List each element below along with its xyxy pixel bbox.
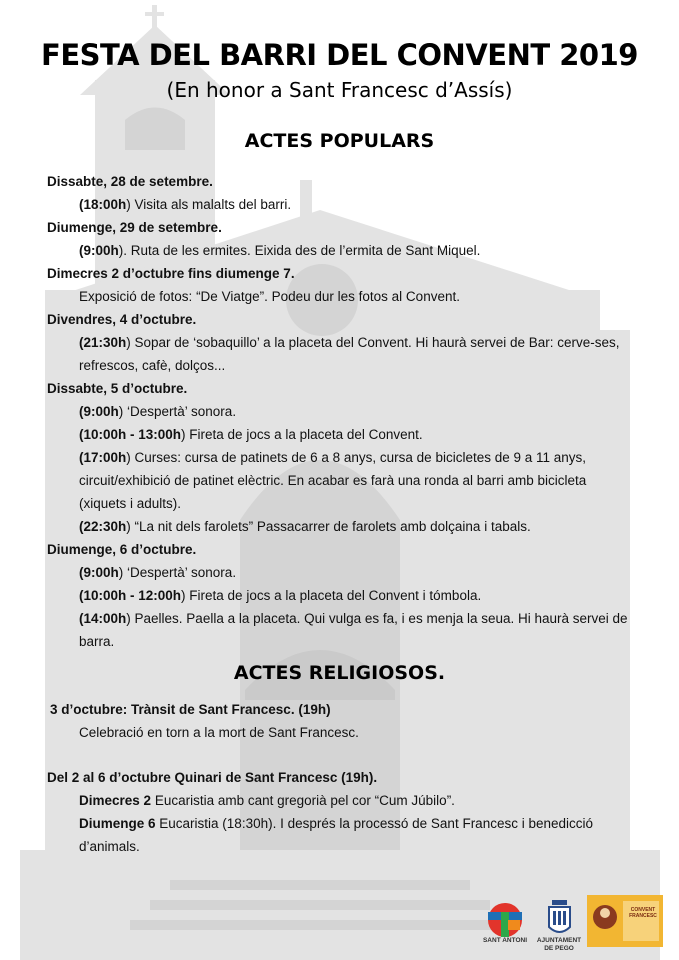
day-heading: Diumenge, 6 d’octubre.	[47, 542, 197, 557]
event-time: (9:00h	[79, 404, 119, 419]
event-line	[79, 515, 634, 538]
day-heading: 3 d’octubre: Trànsit de Sant Francesc. (19h)	[50, 702, 331, 717]
sant-antoni-label: SANT ANTONI	[482, 937, 528, 944]
event-text: Eucaristia amb cant gregorià pel cor “Cum Júbilo”.	[151, 793, 455, 808]
event-line	[79, 721, 634, 744]
event-time: (10:00h - 12:00h	[79, 588, 182, 603]
event-time: (14:00h	[79, 611, 127, 626]
event-time: (22:30h	[79, 519, 127, 534]
event-line	[79, 400, 634, 423]
event-text: Eucaristia (18:30h). I després la processó de Sant Francesc i benedicció d’animals.	[79, 816, 594, 854]
event-time: (10:00h - 13:00h	[79, 427, 182, 442]
day-heading: Divendres, 4 d’octubre.	[47, 312, 197, 327]
event-line	[79, 331, 634, 377]
event-text: ) Fireta de jocs a la placeta del Convent.	[181, 427, 423, 442]
convent-label	[625, 907, 661, 919]
ajuntament-line1: AJUNTAMENT	[536, 937, 582, 944]
event-time: (17:00h	[79, 450, 127, 465]
event-line	[79, 561, 634, 584]
event-text: ) ‘Despertà’ sonora.	[118, 404, 237, 419]
event-text: ) Fireta de jocs a la placeta del Convent i tómbola.	[181, 588, 482, 603]
event-text: ) Paelles. Paella a la placeta. Qui vulga es fa, i es menja la seua. Hi haurà servei de barra.	[79, 611, 628, 649]
event-text: ). Ruta de les ermites. Eixida des de l’ermita de Sant Miquel.	[118, 243, 481, 258]
event-line	[79, 423, 634, 446]
event-time: (21:30h	[79, 335, 127, 350]
section-heading-actes-religiosos: ACTES RELIGIOSOS.	[233, 662, 446, 684]
event-time: (9:00h	[79, 565, 119, 580]
event-time: (9:00h	[79, 243, 119, 258]
page-subtitle: (En honor a Sant Francesc d’Assís)	[166, 78, 513, 102]
event-line	[79, 607, 634, 653]
ajuntament-label	[528, 937, 590, 953]
sant-antoni-logo	[475, 898, 535, 953]
event-line	[79, 789, 634, 812]
event-line	[79, 193, 634, 216]
ajuntament-line2: DE PEGO	[544, 945, 574, 952]
event-line	[79, 285, 634, 308]
event-text: ) “La nit dels farolets” Passacarrer de farolets amb dolçaina i tabals.	[126, 519, 531, 534]
event-line	[79, 812, 634, 858]
event-day-label: Diumenge 6	[79, 816, 156, 831]
event-line	[79, 446, 634, 515]
event-text: ) ‘Despertà’ sonora.	[118, 565, 237, 580]
day-heading: Dissabte, 28 de setembre.	[47, 174, 213, 189]
day-heading: Dimecres 2 d’octubre fins diumenge 7.	[47, 266, 295, 281]
event-text: ) Sopar de ‘sobaquillo’ a la placeta del Convent. Hi haurà servei de Bar: cerve-ses, refrescos, cafè, dolços...	[79, 335, 620, 373]
event-text: Exposició de fotos: “De Viatge”. Podeu dur les fotos al Convent.	[79, 289, 460, 304]
sponsor-logos	[470, 895, 670, 955]
day-heading: Diumenge, 29 de setembre.	[47, 220, 222, 235]
event-text: ) Curses: cursa de patinets de 6 a 8 anys, cursa de bicicletes de 9 a 11 anys, circuit/exhibició de patinet elèctric. En acabar es farà una ronda al barri amb bicicleta (xiquets i adults).	[79, 450, 587, 511]
event-text: ) Visita als malalts del barri.	[126, 197, 292, 212]
day-heading: Dissabte, 5 d’octubre.	[47, 381, 188, 396]
event-line	[79, 239, 634, 262]
convent-line1: CONVENT	[630, 907, 656, 913]
page-title: FESTA DEL BARRI DEL CONVENT 2019	[41, 38, 638, 72]
event-day-label: Dimecres 2	[79, 793, 152, 808]
convent-line2: FRANCESC	[629, 913, 657, 919]
day-heading: Del 2 al 6 d’octubre Quinari de Sant Francesc (19h).	[47, 770, 378, 785]
event-time: (18:00h	[79, 197, 127, 212]
event-text: Celebració en torn a la mort de Sant Francesc.	[79, 725, 359, 740]
event-line	[79, 584, 634, 607]
section-heading-actes-populars: ACTES POPULARS	[244, 130, 435, 152]
convent-francesc-logo	[587, 895, 663, 947]
